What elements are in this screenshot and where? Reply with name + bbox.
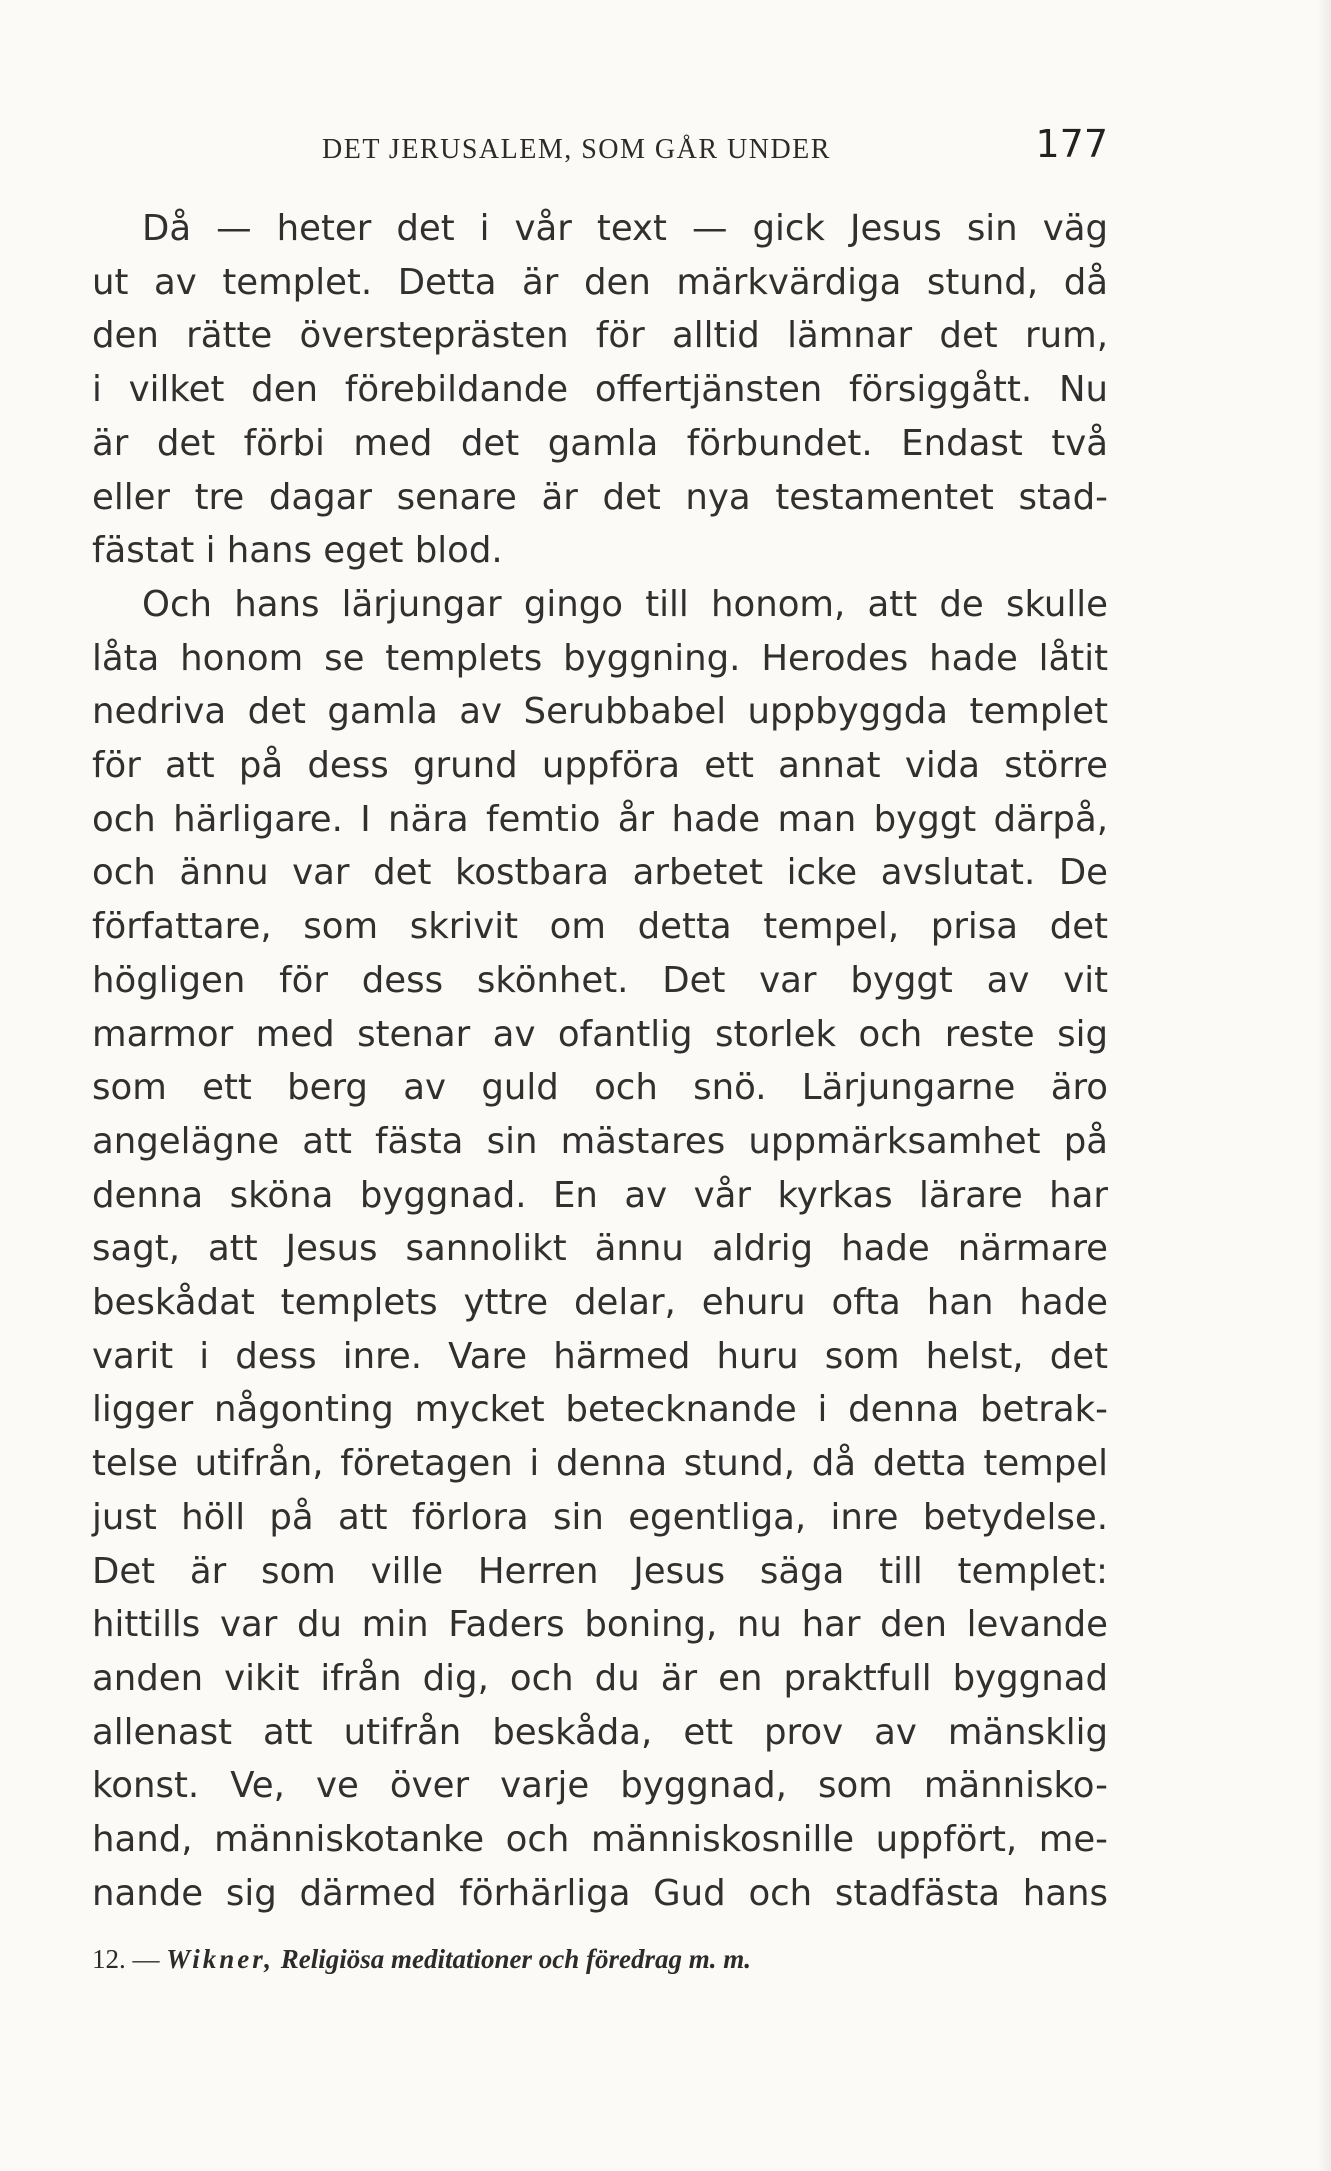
text-line: författare, som skrivit om detta tempel, prisa det <box>92 906 1108 948</box>
footer-book-title: Religiösa meditationer och föredrag m. m. <box>280 1944 752 1974</box>
page-header <box>92 122 1108 178</box>
text-line: varit i dess inre. Vare härmed huru som helst, det <box>92 1335 1108 1377</box>
text-line: anden vikit ifrån dig, och du är en praktfull byggnad <box>92 1657 1108 1699</box>
text-line: Då — heter det i vår text — gick Jesus sin väg <box>142 208 1108 249</box>
paragraph-1 <box>92 202 1108 578</box>
text-line: telse utifrån, företagen i denna stund, då detta tempel <box>92 1443 1108 1485</box>
running-title: DET JERUSALEM, SOM GÅR UNDER <box>322 134 831 165</box>
text-line: låta honom se templets byggning. Herodes hade låtit <box>92 637 1108 679</box>
text-line: nande sig därmed förhärliga Gud och stadfästa hans <box>92 1872 1108 1914</box>
text-line: marmor med stenar av ofantlig storlek och reste sig <box>92 1013 1108 1055</box>
text-line: högligen för dess skönhet. Det var byggt av vit <box>92 959 1108 1001</box>
text-line: är det förbi med det gamla förbundet. Endast två <box>92 422 1108 464</box>
text-line: beskådat templets yttre delar, ehuru ofta han hade <box>92 1282 1108 1324</box>
text-line: den rätte översteprästen för alltid lämnar det rum, <box>92 315 1108 357</box>
text-line: denna sköna byggnad. En av vår kyrkas lärare har <box>92 1174 1108 1216</box>
text-line: Och hans lärjungar gingo till honom, att de skulle <box>142 583 1108 625</box>
text-line: hand, människotanke och människosnille uppfört, me- <box>92 1819 1108 1861</box>
signature-mark: 12. <box>92 1944 126 1974</box>
text-line: nedriva det gamla av Serubbabel uppbyggda templet <box>92 691 1108 733</box>
text-line: och ännu var det kostbara arbetet icke avslutat. De <box>92 852 1108 894</box>
text-line: ligger någonting mycket betecknande i denna betrak- <box>92 1389 1108 1431</box>
text-line: konst. Ve, ve över varje byggnad, som människo- <box>92 1765 1108 1807</box>
text-line: angelägne att fästa sin mästares uppmärksamhet på <box>92 1120 1108 1162</box>
text-line: och härligare. I nära femtio år hade man byggt därpå, <box>92 798 1108 840</box>
text-line: Det är som ville Herren Jesus säga till templet: <box>92 1550 1108 1592</box>
text-line: just höll på att förlora sin egentliga, inre betydelse. <box>92 1496 1108 1538</box>
text-line: som ett berg av guld och snö. Lärjungarne äro <box>92 1067 1108 1109</box>
page-number: 177 <box>1035 122 1108 166</box>
text-line: sagt, att Jesus sannolikt ännu aldrig hade närmare <box>92 1228 1108 1270</box>
text-line: eller tre dagar senare är det nya testamentet stad- <box>92 476 1108 518</box>
page-footer <box>92 1944 1108 1975</box>
footer-author: Wikner, <box>166 1944 275 1974</box>
text-line: hittills var du min Faders boning, nu har den levande <box>92 1604 1108 1646</box>
footer-dash: — <box>132 1944 160 1974</box>
body-text <box>92 202 1108 1921</box>
page-edge-shadow <box>1317 0 1331 2171</box>
text-line: fästat i hans eget blod. <box>92 530 503 572</box>
text-line: för att på dess grund uppföra ett annat vida större <box>92 745 1108 787</box>
text-line: allenast att utifrån beskåda, ett prov av mänsklig <box>92 1711 1108 1753</box>
text-line: ut av templet. Detta är den märkvärdiga stund, då <box>92 261 1108 303</box>
text-line: i vilket den förebildande offertjänsten försiggått. Nu <box>92 369 1108 411</box>
paragraph-2 <box>92 578 1108 1921</box>
